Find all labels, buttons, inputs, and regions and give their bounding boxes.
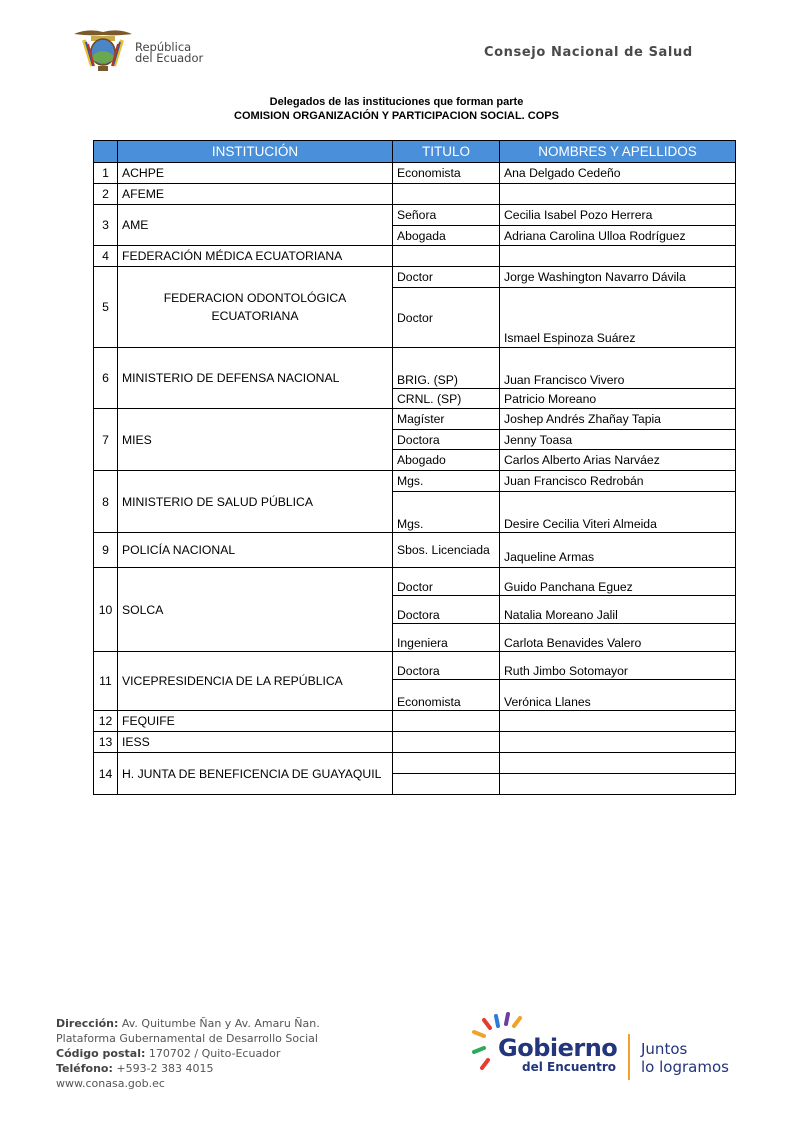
codigo-label: Código postal:	[56, 1047, 146, 1060]
nombre-cell	[500, 753, 736, 774]
nombre-cell: Verónica Llanes	[500, 680, 736, 711]
nombre-cell	[500, 184, 736, 205]
delegates-table	[93, 140, 736, 795]
table-row	[94, 753, 736, 774]
direccion-value: Av. Quitumbe Ñan y Av. Amaru Ñan.	[121, 1017, 320, 1030]
document-title-line2: COMISION ORGANIZACIÓN Y PARTICIPACION SOCIAL. COPS	[234, 110, 559, 122]
nombre-cell: Jaqueline Armas	[500, 533, 736, 568]
institution-cell: AME	[118, 205, 393, 246]
nombre-cell: Jorge Washington Navarro Dávila	[500, 267, 736, 288]
table-header-row	[94, 141, 736, 163]
nombre-cell: Patricio Moreano	[500, 389, 736, 409]
nombre-cell	[500, 246, 736, 267]
republica-logo-text	[135, 42, 203, 64]
table-row	[94, 348, 736, 389]
table-row	[94, 652, 736, 680]
document-title-line1: Delegados de las instituciones que forman parte	[269, 96, 524, 108]
titulo-cell: Ingeniera	[393, 624, 500, 652]
titulo-cell: Economista	[393, 680, 500, 711]
institution-cell: IESS	[118, 732, 393, 753]
gobierno-wordmark: Gobierno	[498, 1034, 618, 1062]
footer-plataforma: Plataforma Gubernamental de Desarrollo Social	[56, 1032, 318, 1045]
nombre-cell: Ismael Espinoza Suárez	[500, 288, 736, 348]
nombre-cell: Adriana Carolina Ulloa Rodríguez	[500, 226, 736, 246]
titulo-cell: BRIG. (SP)	[393, 348, 500, 389]
footer-codigo	[56, 1046, 320, 1061]
titulo-cell: Magíster	[393, 409, 500, 430]
titulo-cell: Doctora	[393, 596, 500, 624]
table-row	[94, 246, 736, 267]
nombre-cell: Guido Panchana Eguez	[500, 568, 736, 596]
nombre-cell: Jenny Toasa	[500, 430, 736, 450]
row-number: 13	[94, 732, 118, 753]
institution-cell: POLICÍA NACIONAL	[118, 533, 393, 568]
row-number: 4	[94, 246, 118, 267]
institution-cell: SOLCA	[118, 568, 393, 652]
titulo-cell: Economista	[393, 163, 500, 184]
titulo-cell	[393, 711, 500, 732]
row-number: 8	[94, 471, 118, 533]
slogan	[641, 1040, 729, 1076]
titulo-cell: Doctor	[393, 568, 500, 596]
row-number: 9	[94, 533, 118, 568]
header-number	[94, 141, 118, 163]
titulo-cell: Abogado	[393, 450, 500, 471]
nombre-cell	[500, 774, 736, 795]
titulo-cell	[393, 732, 500, 753]
titulo-cell: Doctora	[393, 652, 500, 680]
titulo-cell: Mgs.	[393, 492, 500, 533]
row-number: 14	[94, 753, 118, 795]
codigo-value: 170702 / Quito-Ecuador	[148, 1047, 281, 1060]
del-encuentro-wordmark: del Encuentro	[522, 1060, 616, 1074]
footer-direccion	[56, 1016, 320, 1031]
nombre-cell: Desire Cecilia Viteri Almeida	[500, 492, 736, 533]
nombre-cell	[500, 711, 736, 732]
row-number: 2	[94, 184, 118, 205]
nombre-cell: Carlota Benavides Valero	[500, 624, 736, 652]
table-row	[94, 267, 736, 288]
nombre-cell	[500, 732, 736, 753]
titulo-cell	[393, 184, 500, 205]
titulo-cell: Doctor	[393, 288, 500, 348]
institution-cell: FEDERACION ODONTOLÓGICA ECUATORIANA	[118, 267, 393, 348]
logo-divider	[628, 1034, 630, 1080]
republica-line2: del Ecuador	[135, 51, 204, 65]
titulo-cell: Doctor	[393, 267, 500, 288]
slogan-line1: Juntos	[641, 1040, 688, 1058]
table-row	[94, 163, 736, 184]
titulo-cell: Señora	[393, 205, 500, 226]
consejo-title: Consejo Nacional de Salud	[484, 45, 693, 60]
nombre-cell: Juan Francisco Vivero	[500, 348, 736, 389]
titulo-cell: Sbos. Licenciada	[393, 533, 500, 568]
nombre-cell: Juan Francisco Redrobán	[500, 471, 736, 492]
titulo-cell: Doctora	[393, 430, 500, 450]
header-titulo: TITULO	[393, 141, 500, 163]
republica-line1: República	[135, 40, 192, 54]
table-row	[94, 732, 736, 753]
titulo-cell: CRNL. (SP)	[393, 389, 500, 409]
nombre-cell: Natalia Moreano Jalil	[500, 596, 736, 624]
table-row	[94, 409, 736, 430]
telefono-label: Teléfono:	[56, 1062, 113, 1075]
nombre-cell: Cecilia Isabel Pozo Herrera	[500, 205, 736, 226]
institution-cell: FEQUIFE	[118, 711, 393, 732]
row-number: 1	[94, 163, 118, 184]
table-row	[94, 533, 736, 568]
row-number: 7	[94, 409, 118, 471]
table-row	[94, 711, 736, 732]
institution-cell: H. JUNTA DE BENEFICENCIA DE GUAYAQUIL	[118, 753, 393, 795]
table-row	[94, 568, 736, 596]
institution-cell: ACHPE	[118, 163, 393, 184]
row-number: 3	[94, 205, 118, 246]
institution-cell: FEDERACIÓN MÉDICA ECUATORIANA	[118, 246, 393, 267]
nombre-cell: Joshep Andrés Zhañay Tapia	[500, 409, 736, 430]
institution-cell: VICEPRESIDENCIA DE LA REPÚBLICA	[118, 652, 393, 711]
delegates-table-wrapper	[93, 140, 736, 795]
header-nombres: NOMBRES Y APELLIDOS	[500, 141, 736, 163]
direccion-label: Dirección:	[56, 1017, 119, 1030]
institution-cell: AFEME	[118, 184, 393, 205]
nombre-cell: Carlos Alberto Arias Narváez	[500, 450, 736, 471]
table-row	[94, 205, 736, 226]
nombre-cell: Ana Delgado Cedeño	[500, 163, 736, 184]
titulo-cell	[393, 774, 500, 795]
institution-cell: MINISTERIO DE SALUD PÚBLICA	[118, 471, 393, 533]
footer-web: www.conasa.gob.ec	[56, 1077, 165, 1090]
titulo-cell: Abogada	[393, 226, 500, 246]
row-number: 12	[94, 711, 118, 732]
footer-telefono	[56, 1061, 320, 1076]
table-row	[94, 184, 736, 205]
titulo-cell: Mgs.	[393, 471, 500, 492]
footer-contact	[56, 1016, 320, 1091]
titulo-cell	[393, 753, 500, 774]
row-number: 6	[94, 348, 118, 409]
institution-cell: MIES	[118, 409, 393, 471]
nombre-cell: Ruth Jimbo Sotomayor	[500, 652, 736, 680]
slogan-line2: lo logramos	[641, 1058, 729, 1076]
telefono-value: +593-2 383 4015	[116, 1062, 214, 1075]
header-institucion: INSTITUCIÓN	[118, 141, 393, 163]
titulo-cell	[393, 246, 500, 267]
row-number: 5	[94, 267, 118, 348]
institution-cell: MINISTERIO DE DEFENSA NACIONAL	[118, 348, 393, 409]
table-row	[94, 471, 736, 492]
row-number: 10	[94, 568, 118, 652]
row-number: 11	[94, 652, 118, 711]
coat-of-arms-logo	[72, 26, 134, 74]
